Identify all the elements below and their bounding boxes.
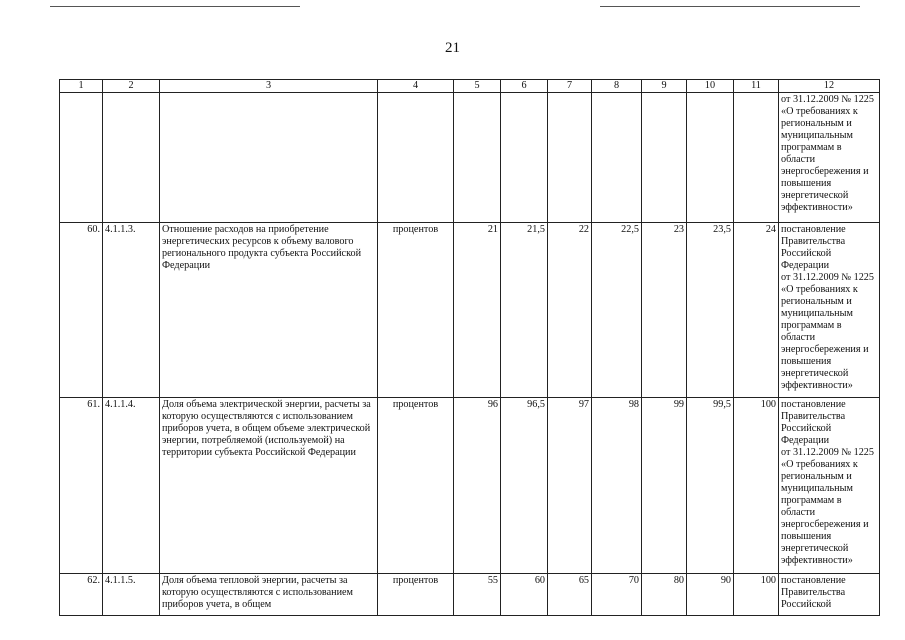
column-number: 3 [160,80,378,93]
value: 24 [734,223,779,398]
legal-basis: постановление Правительства Российской [779,574,880,616]
column-number: 7 [548,80,592,93]
indicators-table [59,79,880,616]
top-rule-right [600,6,860,7]
value: 100 [734,574,779,616]
value: 96 [454,398,501,574]
value: 22,5 [592,223,642,398]
column-number: 4 [378,80,454,93]
page-number: 21 [445,40,460,56]
indicator-code: 4.1.1.4. [103,398,160,574]
value: 60 [501,574,548,616]
column-number: 12 [779,80,880,93]
value: 21 [454,223,501,398]
row-number: 61. [60,398,103,574]
top-rule-left [50,6,300,7]
value [734,93,779,223]
value: 80 [642,574,687,616]
value: 98 [592,398,642,574]
row-number: 60. [60,223,103,398]
column-number: 5 [454,80,501,93]
indicator-name: Доля объема электрической энергии, расчеты за которую осуществляются с использованием приборов учета, в общем объеме электрической энергии, потребляемой (используемой) на территории субъекта Российской Федерации [160,398,378,574]
indicator-code: 4.1.1.5. [103,574,160,616]
value: 55 [454,574,501,616]
column-number: 9 [642,80,687,93]
value: 100 [734,398,779,574]
value: 23 [642,223,687,398]
legal-basis: постановление Правительства Российской Федерации от 31.12.2009 № 1225 «О требованиях к региональным и муниципальным программам в области энергосбережения и повышения энергетической эффективности» [779,223,880,398]
column-number-row [60,80,880,93]
table-row [60,93,880,223]
table-row [60,574,880,616]
value [548,93,592,223]
value [501,93,548,223]
indicator-code: 4.1.1.3. [103,223,160,398]
value [454,93,501,223]
column-number: 10 [687,80,734,93]
unit [378,93,454,223]
legal-basis: постановление Правительства Российской Федерации от 31.12.2009 № 1225 «О требованиях к региональным и муниципальным программам в области энергосбережения и повышения энергетической эффективности» [779,398,880,574]
table-row [60,223,880,398]
unit: процентов [378,223,454,398]
column-number: 8 [592,80,642,93]
value [592,93,642,223]
value: 99,5 [687,398,734,574]
value [687,93,734,223]
unit: процентов [378,574,454,616]
indicator-code [103,93,160,223]
indicator-name: Доля объема тепловой энергии, расчеты за которую осуществляются с использованием приборов учета, в общем [160,574,378,616]
value: 21,5 [501,223,548,398]
value: 96,5 [501,398,548,574]
value: 97 [548,398,592,574]
indicator-name: Отношение расходов на приобретение энергетических ресурсов к объему валового регионального продукта субъекта Российской Федерации [160,223,378,398]
value [642,93,687,223]
value: 70 [592,574,642,616]
column-number: 2 [103,80,160,93]
indicator-name [160,93,378,223]
legal-basis: от 31.12.2009 № 1225 «О требованиях к региональным и муниципальным программам в области энергосбережения и повышения энергетической эффективности» [779,93,880,223]
row-number [60,93,103,223]
unit: процентов [378,398,454,574]
value: 65 [548,574,592,616]
row-number: 62. [60,574,103,616]
value: 23,5 [687,223,734,398]
value: 99 [642,398,687,574]
value: 90 [687,574,734,616]
column-number: 1 [60,80,103,93]
value: 22 [548,223,592,398]
column-number: 6 [501,80,548,93]
table-row [60,398,880,574]
column-number: 11 [734,80,779,93]
